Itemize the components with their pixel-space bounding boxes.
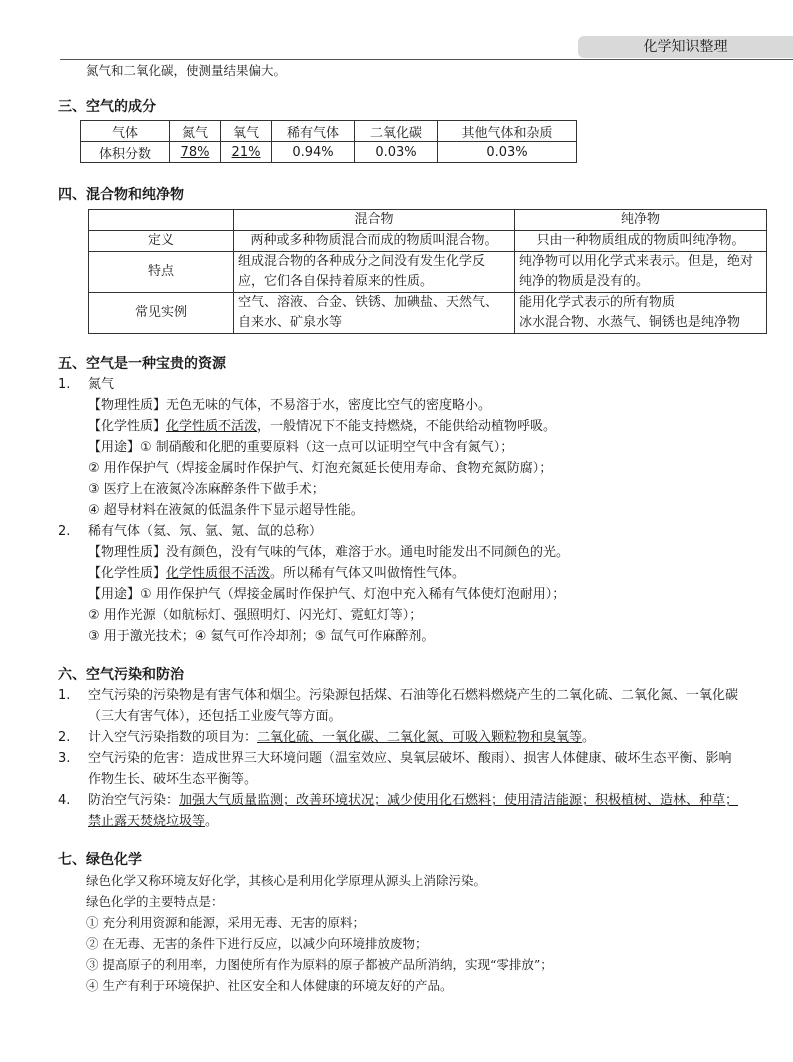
section-3-title: 三、空气的成分 (58, 99, 156, 115)
table-cell: 其他气体和杂质 (438, 121, 577, 142)
text-line: 绿色化学的主要特点是： (86, 894, 224, 909)
air-composition-table (80, 120, 577, 163)
use-line: ② 用作保护气（焊接金属时作保护气、灯泡充氮延长使用寿命、食物充氮防腐）； (88, 461, 553, 476)
use-line: ② 用作光源（如航标灯、强照明灯、闪光灯、霓虹灯等）； (88, 608, 423, 623)
item-number: 3. (58, 751, 71, 766)
use-line: ① 用作保护气（焊接金属时作保护气、灯泡中充入稀有气体使灯泡耐用）； (140, 587, 566, 602)
nitrogen-fraction: 78% (180, 144, 210, 160)
table-cell: 特点 (89, 252, 234, 293)
property-text: 无色无味的气体，不易溶于水，密度比空气的密度略小。 (166, 398, 492, 413)
table-cell: 0.03% (355, 142, 438, 163)
table-cell: 氮气 (170, 121, 221, 142)
text-line: 绿色化学又称环境友好化学，其核心是利用化学原理从源头上消除污染。 (86, 873, 487, 888)
table-cell: 定义 (89, 231, 234, 252)
text-line: ④ 生产有利于环境保护、社区安全和人体健康的环境友好的产品。 (86, 978, 453, 993)
green-chemistry-text (86, 870, 742, 996)
item-number: 1. (58, 688, 71, 703)
table-cell (221, 142, 272, 163)
property-key: 化学性质不活泼 (166, 419, 258, 434)
table-cell: 体积分数 (81, 142, 170, 163)
table-cell (89, 210, 234, 231)
table-cell: 混合物 (234, 210, 515, 231)
table-cell: 空气、溶液、合金、铁锈、加碘盐、天然气、自来水、矿泉水等 (234, 293, 515, 334)
item-text: 防治空气污染： (88, 793, 180, 808)
item-text: 空气污染的污染物是有害气体和烟尘。污染源包括煤、石油等化石燃料燃烧产生的二氧化硫、二氧化氮、一氧化碳（三大有害气体），还包括工业废气等方面。 (88, 688, 739, 724)
list-item (58, 727, 742, 748)
section-4-title: 四、混合物和纯净物 (58, 187, 184, 203)
item-number: 1. (58, 377, 71, 392)
table-cell: 组成混合物的各种成分之间没有发生化学反应，它们各自保持着原来的性质。 (234, 252, 515, 293)
property-tag: 【物理性质】 (88, 545, 167, 560)
property-tag: 【用途】 (88, 440, 141, 455)
property-tag: 【用途】 (88, 587, 141, 602)
list-item (58, 685, 742, 727)
table-cell (515, 293, 767, 334)
property-key: 化学性质很不活泼 (166, 566, 271, 581)
property-tag: 【物理性质】 (88, 398, 167, 413)
table-cell: 稀有气体 (272, 121, 355, 142)
table-cell: 二氧化碳 (355, 121, 438, 142)
item-heading: 稀有气体（氦、氖、氩、氪、氙的总称） (88, 524, 323, 539)
table-cell: 氧气 (221, 121, 272, 142)
table-cell: 0.03% (438, 142, 577, 163)
list-item (58, 748, 742, 790)
item-key-text: 加强大气质量监测；改善环境状况；减少使用化石燃料；使用清洁能源；积极植树、造林、种草；禁止露天焚烧垃圾等 (88, 793, 739, 829)
section-7-title: 七、绿色化学 (58, 852, 142, 868)
mixture-pure-table (88, 209, 767, 334)
list-item (58, 374, 742, 521)
table-row (81, 142, 577, 163)
item-number: 2. (58, 730, 71, 745)
use-line: ③ 用于激光技术；④ 氦气可作冷却剂；⑤ 氙气可作麻醉剂。 (88, 629, 435, 644)
pollution-list (58, 685, 742, 832)
item-number: 2. (58, 524, 71, 539)
item-text: 。 (205, 814, 219, 829)
oxygen-fraction: 21% (231, 144, 261, 160)
table-cell: 纯净物 (515, 210, 767, 231)
pure-example-line: 冰水混合物、水蒸气、铜锈也是纯净物 (519, 315, 741, 330)
list-item (58, 521, 742, 647)
text-line: ① 充分利用资源和能源，采用无毒、无害的原料； (86, 915, 365, 930)
property-text: ，一般情况下不能支持燃烧，不能供给动植物呼吸。 (257, 419, 557, 434)
header-tab: 化学知识整理 (578, 36, 793, 58)
table-cell (170, 142, 221, 163)
table-cell: 只由一种物质组成的物质叫纯净物。 (515, 231, 767, 252)
text-line: ③ 提高原子的利用率，力图使所有作为原料的原子都被产品所消纳，实现“零排放”； (86, 957, 553, 972)
use-line: ① 制硝酸和化肥的重要原料（这一点可以证明空气中含有氮气）； (140, 440, 514, 455)
table-cell: 常见实例 (89, 293, 234, 334)
table-row (89, 252, 767, 293)
table-cell: 纯净物可以用化学式来表示。但是，绝对纯净的物质是没有的。 (515, 252, 767, 293)
table-cell: 气体 (81, 121, 170, 142)
list-item (58, 790, 742, 832)
table-cell: 0.94% (272, 142, 355, 163)
use-line: ③ 医疗上在液氮冷冻麻醉条件下做手术； (88, 482, 325, 497)
item-text: 计入空气污染指数的项目为： (88, 730, 258, 745)
section-6-title: 六、空气污染和防治 (58, 667, 184, 683)
item-number: 4. (58, 793, 71, 808)
item-key-text: 二氧化硫、一氧化碳、二氧化氮、可吸入颗粒物和臭氧等 (257, 730, 583, 745)
table-row (89, 293, 767, 334)
table-header-row (81, 121, 577, 142)
table-header-row (89, 210, 767, 231)
intro-line: 氮气和二氧化碳，使测量结果偏大。 (86, 63, 287, 78)
header-rule (60, 59, 793, 60)
property-tag: 【化学性质】 (88, 566, 167, 581)
resource-list (58, 374, 742, 647)
property-tag: 【化学性质】 (88, 419, 167, 434)
item-text: 。 (582, 730, 596, 745)
pure-example-line: 能用化学式表示的所有物质 (519, 295, 676, 310)
table-cell: 两种或多种物质混合而成的物质叫混合物。 (234, 231, 515, 252)
table-row (89, 231, 767, 252)
item-heading: 氮气 (88, 377, 115, 392)
document-page (58, 62, 754, 996)
property-text: 。所以稀有气体又叫做惰性气体。 (270, 566, 466, 581)
text-line: ② 在无毒、无害的条件下进行反应，以减少向环境排放废物； (86, 936, 428, 951)
property-text: 没有颜色，没有气味的气体，难溶于水。通电时能发出不同颜色的光。 (166, 545, 570, 560)
section-5-title: 五、空气是一种宝贵的资源 (58, 356, 226, 372)
use-line: ④ 超导材料在液氮的低温条件下显示超导性能。 (88, 503, 364, 518)
item-text: 空气污染的危害：造成世界三大环境问题（温室效应、臭氧层破坏、酸雨）、损害人体健康、破坏生态平衡、影响作物生长、破坏生态平衡等。 (88, 751, 732, 787)
